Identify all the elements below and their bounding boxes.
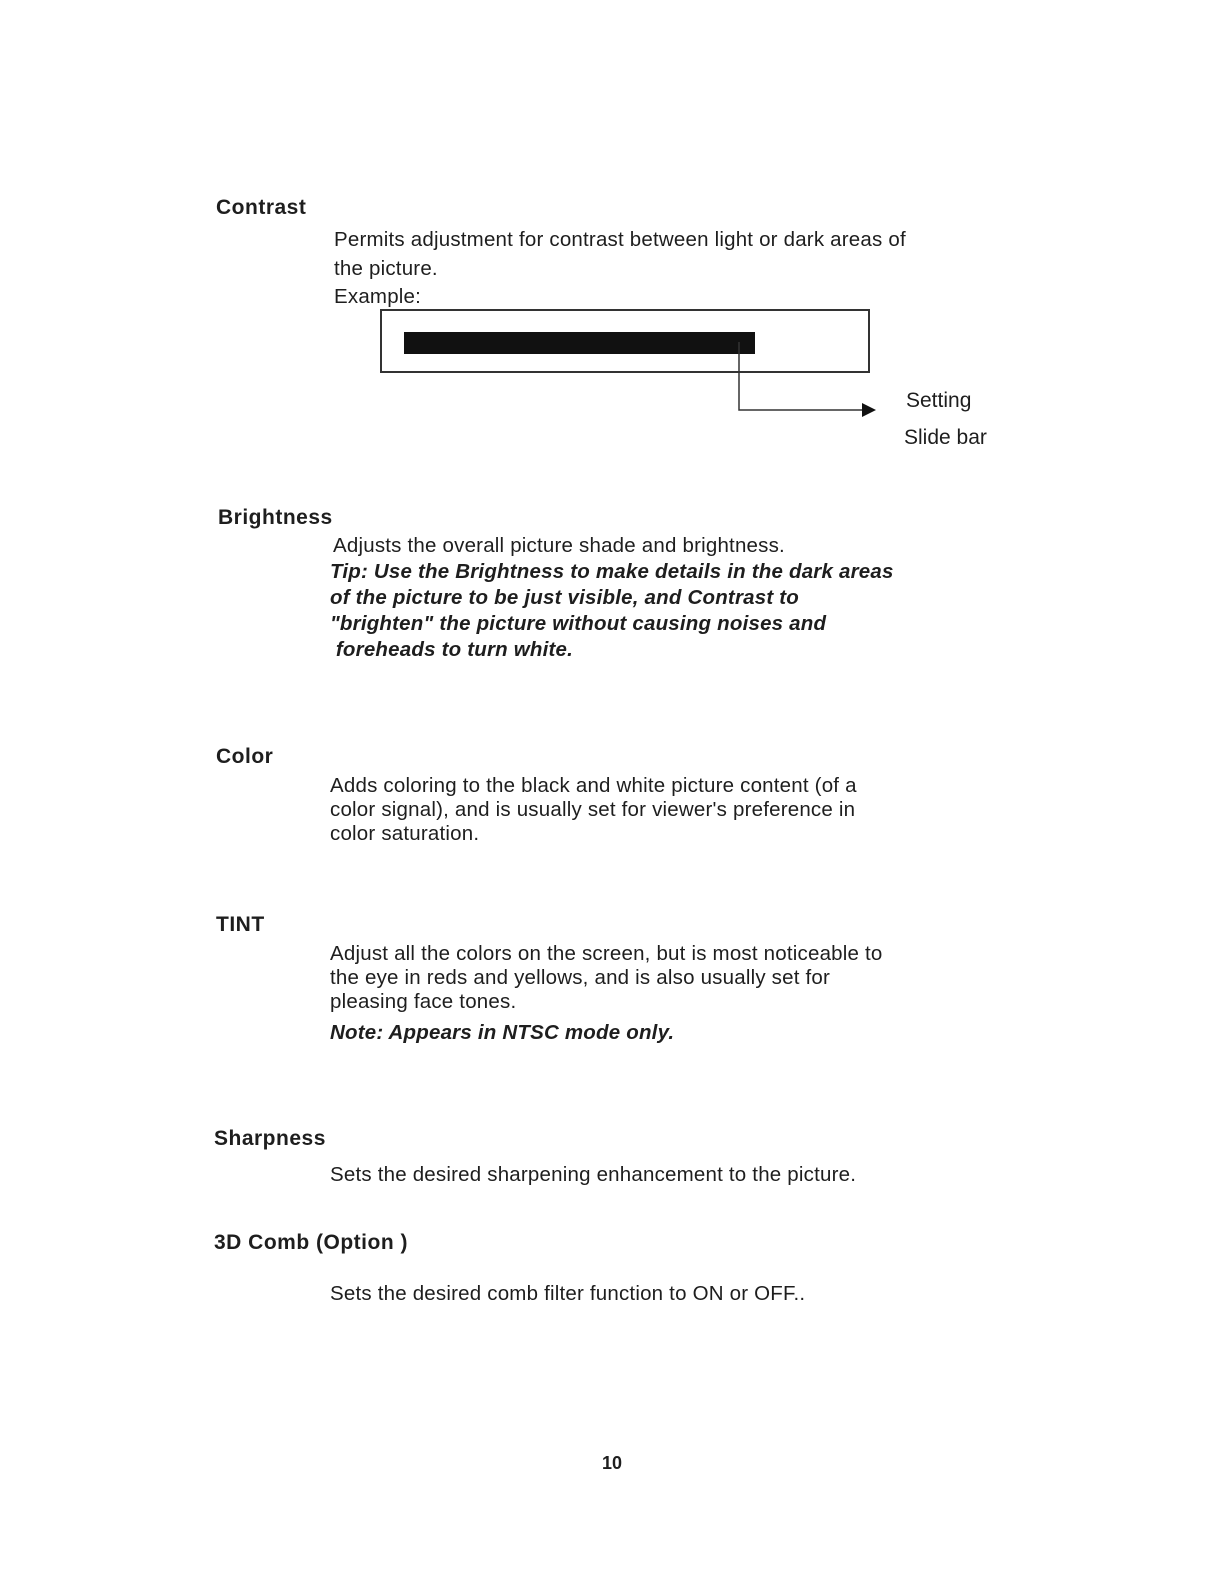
text-line: Permits adjustment for contrast between light or dark areas of <box>334 228 906 251</box>
text-line: foreheads to turn white. <box>330 638 574 661</box>
text-line: Example: <box>334 285 422 308</box>
tint-note: Note: Appears in NTSC mode only. <box>330 1021 675 1044</box>
brightness-heading: Brightness <box>218 506 333 529</box>
brightness-tip <box>330 559 894 663</box>
text-line: "brighten" the picture without causing noises and <box>330 612 827 635</box>
color-description <box>330 774 857 846</box>
text-line: of the picture to be just visible, and Contrast to <box>330 586 800 609</box>
leader-arrow-icon <box>0 0 1224 460</box>
text-line: Tip: Use the Brightness to make details in the dark areas <box>330 560 894 583</box>
setting-label: Setting <box>906 389 972 412</box>
text-line: Adjust all the colors on the screen, but is most noticeable to <box>330 942 883 965</box>
text-line: the picture. <box>334 256 438 280</box>
contrast-heading: Contrast <box>216 196 307 219</box>
text-line: the eye in reds and yellows, and is also usually set for <box>330 966 831 989</box>
comb-description: Sets the desired comb filter function to ON or OFF.. <box>330 1282 806 1305</box>
comb-heading: 3D Comb (Option ) <box>214 1231 408 1254</box>
sharpness-heading: Sharpness <box>214 1127 326 1150</box>
text-line: Adds coloring to the black and white picture content (of a <box>330 774 857 797</box>
text-line: color saturation. <box>330 822 480 845</box>
tint-description <box>330 942 883 1014</box>
sharpness-description: Sets the desired sharpening enhancement to the picture. <box>330 1163 857 1186</box>
text-line: color signal), and is usually set for viewer's preference in <box>330 798 856 821</box>
tint-heading: TINT <box>216 913 265 936</box>
color-heading: Color <box>216 745 274 768</box>
text-line: pleasing face tones. <box>330 990 517 1013</box>
slide-bar-label: Slide bar <box>904 426 987 449</box>
page-number: 10 <box>601 1453 623 1473</box>
brightness-description: Adjusts the overall picture shade and brightness. <box>333 534 785 557</box>
